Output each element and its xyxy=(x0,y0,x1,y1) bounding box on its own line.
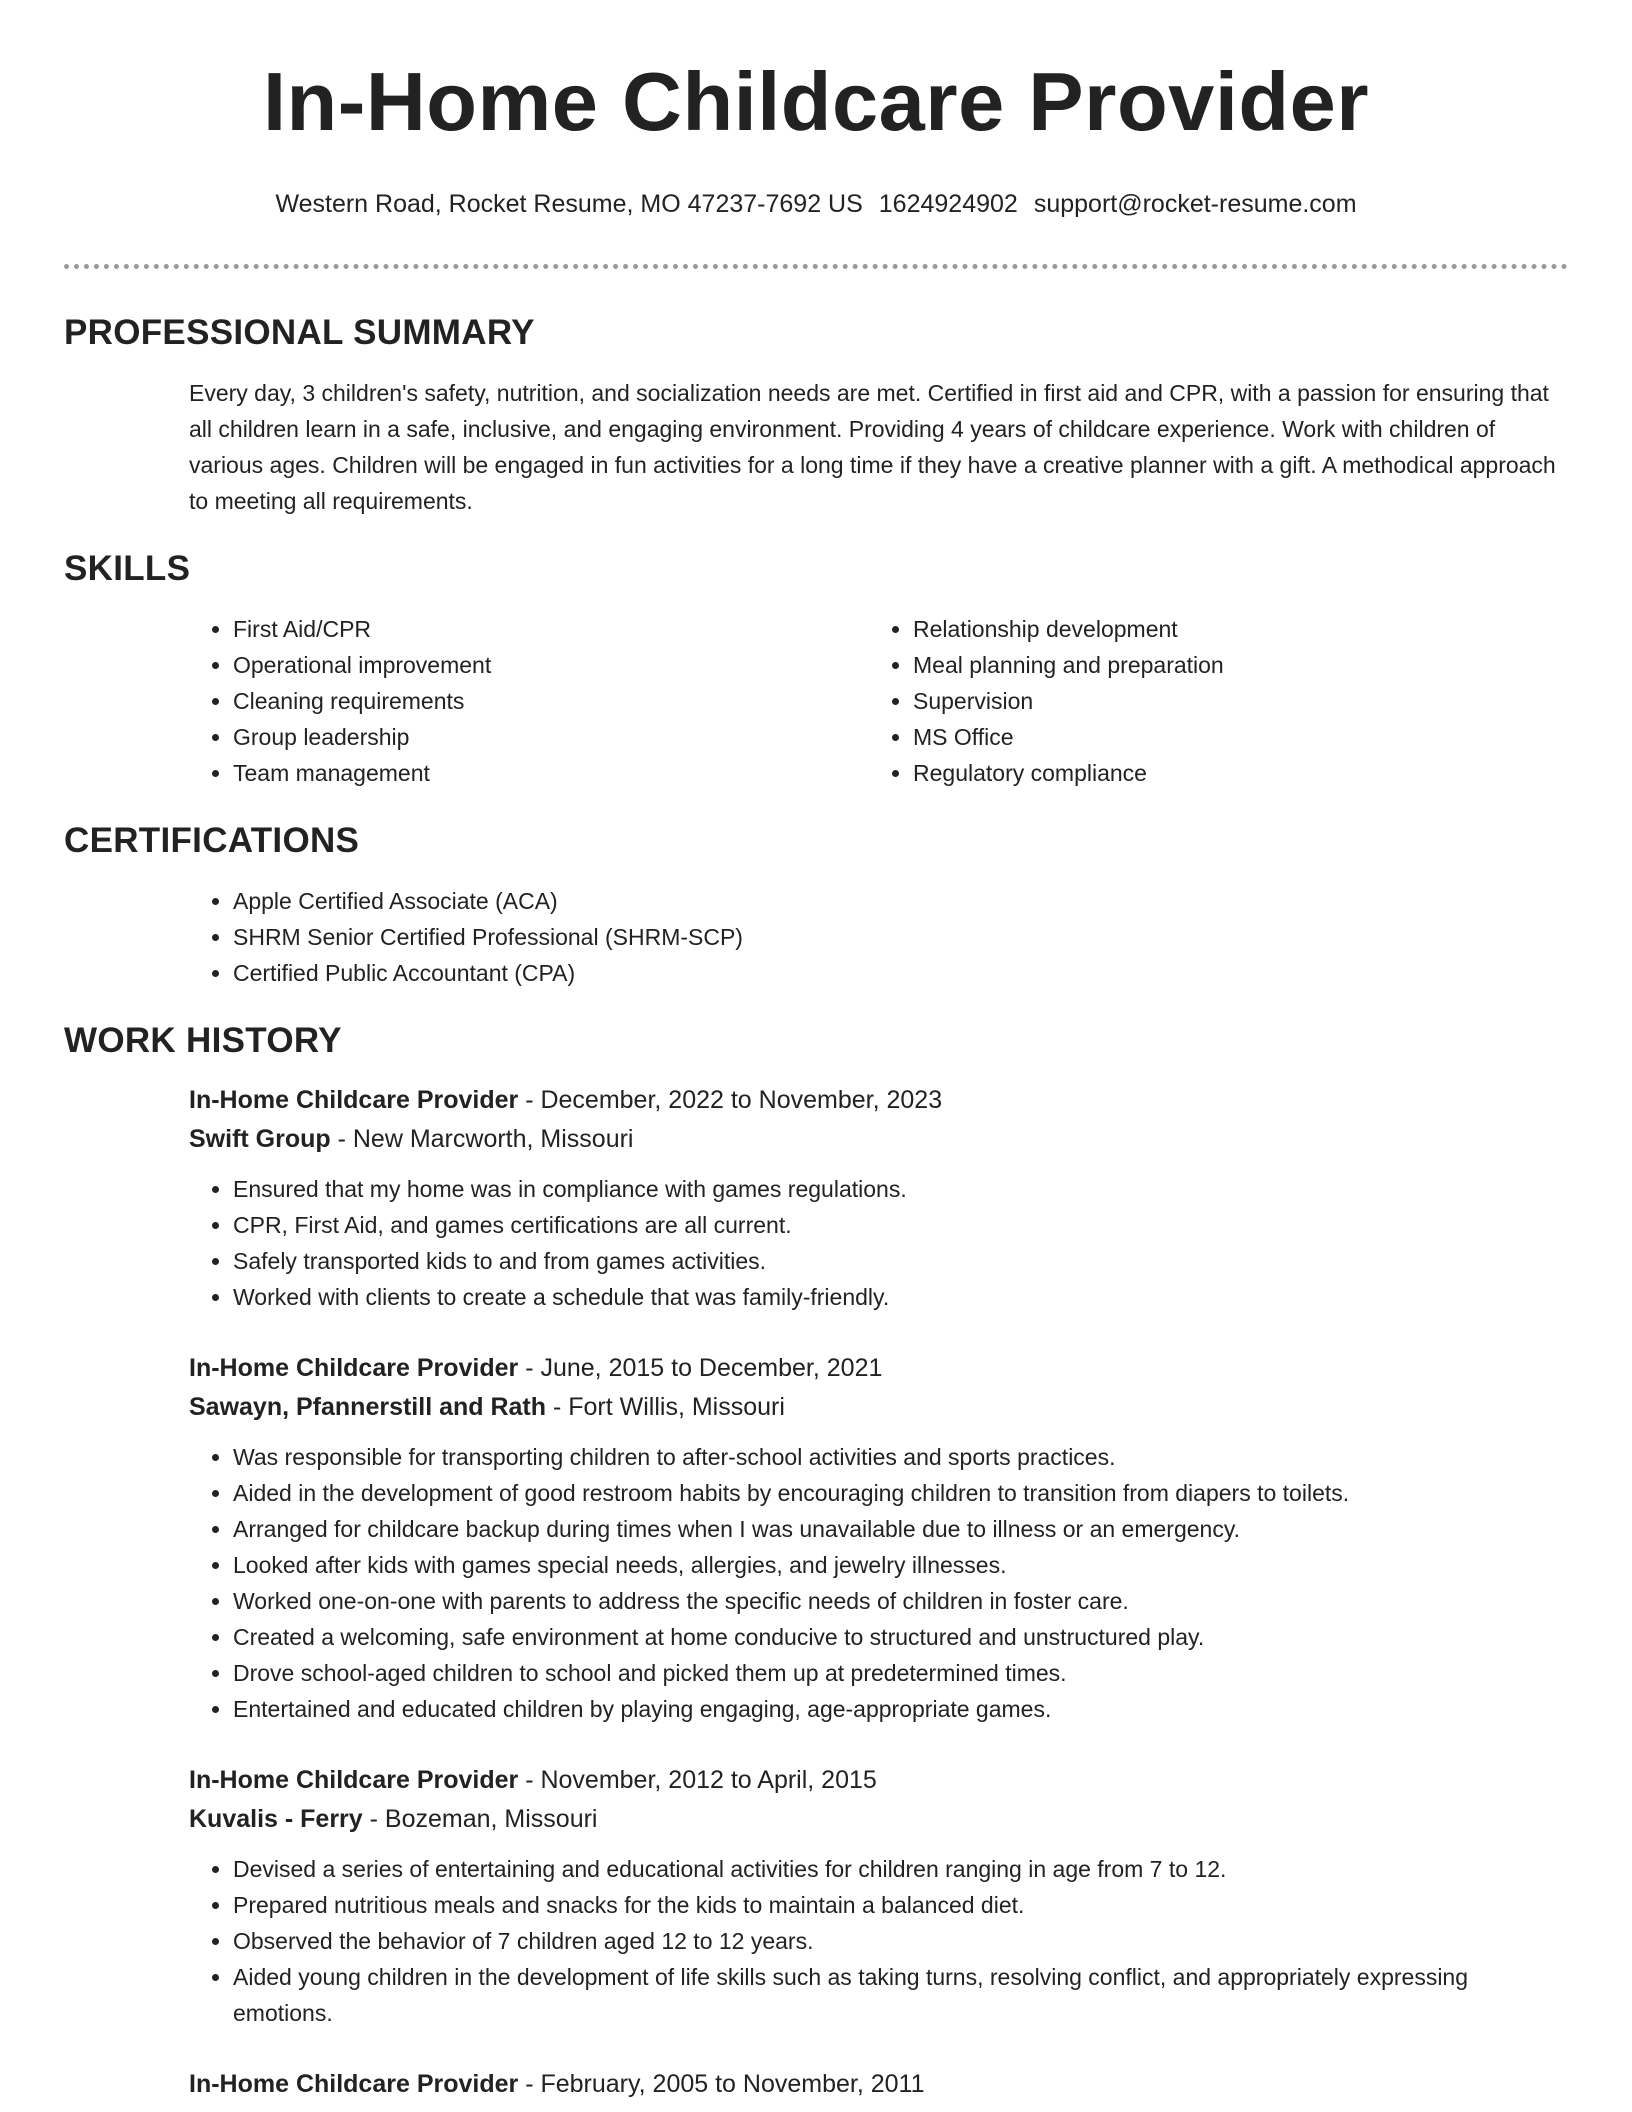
job-company: Kuvalis - Ferry xyxy=(189,1805,363,1833)
certification-item: • Apple Certified Associate (ACA) xyxy=(233,883,1568,919)
job-heading xyxy=(189,1761,1568,1799)
work-history-section xyxy=(189,1081,1568,2103)
job-heading xyxy=(189,1081,1568,1119)
job-location: - New Marcworth, Missouri xyxy=(330,1125,634,1153)
job-bullet: • Safely transported kids to and from games activities. xyxy=(233,1243,1568,1279)
job-entry xyxy=(189,2065,1568,2103)
job-company: Sawayn, Pfannerstill and Rath xyxy=(189,1393,547,1421)
job-role: In-Home Childcare Provider xyxy=(189,2070,519,2098)
job-bullets xyxy=(189,1851,1568,2031)
job-bullet: • Looked after kids with games special needs, allergies, and jewelry illnesses. xyxy=(233,1547,1568,1583)
job-bullet: • Observed the behavior of 7 children aged 12 to 12 years. xyxy=(233,1923,1568,1959)
contact-email: support@rocket-resume.com xyxy=(1033,190,1357,218)
skill-item: • Meal planning and preparation xyxy=(913,647,1549,683)
job-bullets xyxy=(189,1439,1568,1727)
job-bullet: • Entertained and educated children by playing engaging, age-appropriate games. xyxy=(233,1691,1568,1727)
job-bullet: • CPR, First Aid, and games certifications are all current. xyxy=(233,1207,1568,1243)
job-company: Swift Group xyxy=(189,1125,331,1153)
skills-section xyxy=(189,611,1568,791)
header-divider xyxy=(64,264,1568,269)
skills-column-right xyxy=(869,611,1549,791)
job-company-line xyxy=(189,1799,1568,1839)
job-bullet: • Devised a series of entertaining and educational activities for children ranging in age from 7 to 12. xyxy=(233,1851,1568,1887)
job-bullet: • Worked with clients to create a schedule that was family-friendly. xyxy=(233,1279,1568,1315)
summary-heading: PROFESSIONAL SUMMARY xyxy=(64,313,535,352)
work-history-heading: WORK HISTORY xyxy=(64,1021,342,1060)
job-dates: - December, 2022 to November, 2023 xyxy=(518,1086,943,1114)
job-bullet: • Arranged for childcare backup during times when I was unavailable due to illness or an emergency. xyxy=(233,1511,1568,1547)
certifications-heading: CERTIFICATIONS xyxy=(64,821,360,860)
job-bullets xyxy=(189,1171,1568,1315)
job-role: In-Home Childcare Provider xyxy=(189,1354,519,1382)
job-bullet: • Created a welcoming, safe environment at home conducive to structured and unstructured play. xyxy=(233,1619,1568,1655)
certifications-section xyxy=(189,883,1568,991)
job-dates: - June, 2015 to December, 2021 xyxy=(518,1354,883,1382)
contact-line xyxy=(0,188,1632,220)
job-heading xyxy=(189,2065,1568,2103)
job-dates: - November, 2012 to April, 2015 xyxy=(518,1766,877,1794)
job-entry xyxy=(189,1349,1568,1727)
job-bullet: • Was responsible for transporting children to after-school activities and sports practices. xyxy=(233,1439,1568,1475)
skill-item: • First Aid/CPR xyxy=(233,611,869,647)
job-dates: - February, 2005 to November, 2011 xyxy=(518,2070,925,2098)
job-heading xyxy=(189,1349,1568,1387)
skill-item: • Cleaning requirements xyxy=(233,683,869,719)
certification-item: • Certified Public Accountant (CPA) xyxy=(233,955,1568,991)
job-bullet: • Ensured that my home was in compliance with games regulations. xyxy=(233,1171,1568,1207)
resume-title: In-Home Childcare Provider xyxy=(262,55,1370,148)
skill-item: • Relationship development xyxy=(913,611,1549,647)
job-bullet: • Drove school-aged children to school and picked them up at predetermined times. xyxy=(233,1655,1568,1691)
contact-phone: 1624924902 xyxy=(878,190,1018,218)
job-entry xyxy=(189,1761,1568,2031)
job-bullet: • Aided in the development of good restroom habits by encouraging children to transition from diapers to toilets. xyxy=(233,1475,1568,1511)
summary-text: Every day, 3 children's safety, nutrition, and socialization needs are met. Certified in first aid and CPR, with a passion for ensuring that all children learn in a safe, inclusive, and engaging environment. Providing 4 years of childcare experience. Work with children of various ages. Children will be engaged in fun activities for a long time if they have a creative planner with a gift. A methodical approach to meeting all requirements. xyxy=(189,380,1556,514)
job-role: In-Home Childcare Provider xyxy=(189,1766,519,1794)
contact-address: Western Road, Rocket Resume, MO 47237-7692 US xyxy=(275,190,863,218)
job-location: - Fort Willis, Missouri xyxy=(546,1393,785,1421)
skill-item: • MS Office xyxy=(913,719,1549,755)
certification-item: • SHRM Senior Certified Professional (SHRM-SCP) xyxy=(233,919,1568,955)
job-bullet: • Aided young children in the development of life skills such as taking turns, resolving conflict, and appropriately expressing emotions. xyxy=(233,1959,1568,2031)
skill-item: • Group leadership xyxy=(233,719,869,755)
job-entry xyxy=(189,1081,1568,1315)
skills-heading: SKILLS xyxy=(64,549,191,588)
skill-item: • Operational improvement xyxy=(233,647,869,683)
job-location: - Bozeman, Missouri xyxy=(362,1805,598,1833)
job-role: In-Home Childcare Provider xyxy=(189,1086,519,1114)
skills-column-left xyxy=(189,611,869,791)
skill-item: • Supervision xyxy=(913,683,1549,719)
job-company-line xyxy=(189,1387,1568,1427)
skill-item: • Regulatory compliance xyxy=(913,755,1549,791)
skill-item: • Team management xyxy=(233,755,869,791)
job-bullet: • Prepared nutritious meals and snacks for the kids to maintain a balanced diet. xyxy=(233,1887,1568,1923)
job-bullet: • Worked one-on-one with parents to address the specific needs of children in foster care. xyxy=(233,1583,1568,1619)
job-company-line xyxy=(189,1119,1568,1159)
summary-section xyxy=(189,375,1568,519)
